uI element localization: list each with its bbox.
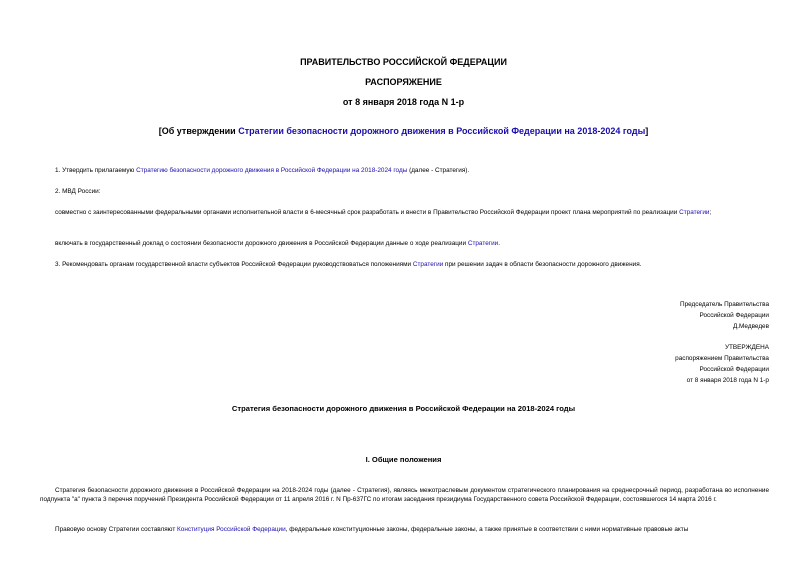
signature-line-3: Д.Медведев (732, 323, 769, 330)
strategy-link-2[interactable]: Стратегии (679, 209, 710, 216)
signature-line-2: Российской Федерации (699, 312, 769, 319)
paragraph-2a (55, 208, 769, 217)
paragraph-2b (55, 239, 500, 248)
s1p2-suffix: , федеральные конституционные законы, федеральные законы, а также принятые в соответствии с ними нормативные правовые акты (285, 526, 689, 533)
approval-line-2: распоряжением Правительства (675, 355, 769, 362)
p3-prefix: 3. Рекомендовать органам государственной власти субъектов Российской Федерации руководствоваться положениями (55, 261, 413, 268)
title-link[interactable]: Стратегии безопасности дорожного движения в Российской Федерации на 2018-2024 годы (238, 126, 646, 136)
strategy-link-1[interactable]: Стратегию безопасности дорожного движения в Российской Федерации на 2018-2024 годы (136, 167, 408, 174)
paragraph-1 (55, 166, 469, 175)
title-suffix: ] (645, 126, 649, 136)
approval-line-1: УТВЕРЖДЕНА (724, 344, 769, 351)
doc-type-heading: РАСПОРЯЖЕНИЕ (365, 77, 442, 87)
document-title (0, 126, 807, 136)
date-number-heading: от 8 января 2018 года N 1-р (342, 97, 465, 107)
p1-prefix: 1. Утвердить прилагаемую (55, 167, 137, 174)
strategy-paragraph-1: Стратегия безопасности дорожного движения в Российской Федерации на 2018-2024 годы (далее - Стратегия), являясь межотраслевым документом стратегического планирования на среднесрочный период, разработана во исполнение подпункта "а" пункта 3 перечня поручений Президента Российской Федерации от 11 апреля 2016 г. N Пр-637ГС по итогам заседания президиума Государственного совета Российской Федерации, состоявшегося 14 марта 2016 г. (40, 487, 769, 503)
section-heading-1: I. Общие положения (365, 455, 442, 464)
p1-suffix: (далее - Стратегия). (407, 167, 470, 174)
signature-block (569, 299, 769, 332)
approval-line-3: Российской Федерации (699, 366, 769, 373)
title-prefix: [Об утверждении (158, 126, 239, 136)
paragraph-2: 2. МВД России: (55, 188, 101, 195)
strategy-paragraph-2 (55, 525, 688, 534)
approval-line-4: от 8 января 2018 года N 1-р (686, 377, 769, 384)
p3-suffix: при решении задач в области безопасности дорожного движения. (443, 261, 642, 268)
p2b-prefix: включать в государственный доклад о состоянии безопасности дорожного движения в Российской Федерации данные о ходе реализации (55, 240, 468, 247)
strategy-link-3[interactable]: Стратегии (467, 240, 499, 247)
s1p2-prefix: Правовую основу Стратегии составляют (55, 526, 178, 533)
paragraph-3 (55, 260, 641, 269)
strategy-title: Стратегия безопасности дорожного движения в Российской Федерации на 2018-2024 годы (231, 404, 576, 413)
approval-block (569, 342, 769, 386)
p2a-text: совместно с заинтересованными федеральными органами исполнительной власти в 6-месячный срок разработать и внести в Правительство Российской Федерации проект плана мероприятий по реализации (55, 209, 678, 216)
p2a-suffix: ; (709, 209, 712, 216)
signature-line-1: Председатель Правительства (680, 301, 769, 308)
constitution-link[interactable]: Конституция Российской Федерации (177, 526, 286, 533)
p2b-suffix: . (498, 240, 500, 247)
government-heading: ПРАВИТЕЛЬСТВО РОССИЙСКОЙ ФЕДЕРАЦИИ (300, 57, 507, 67)
strategy-link-4[interactable]: Стратегии (412, 261, 444, 268)
